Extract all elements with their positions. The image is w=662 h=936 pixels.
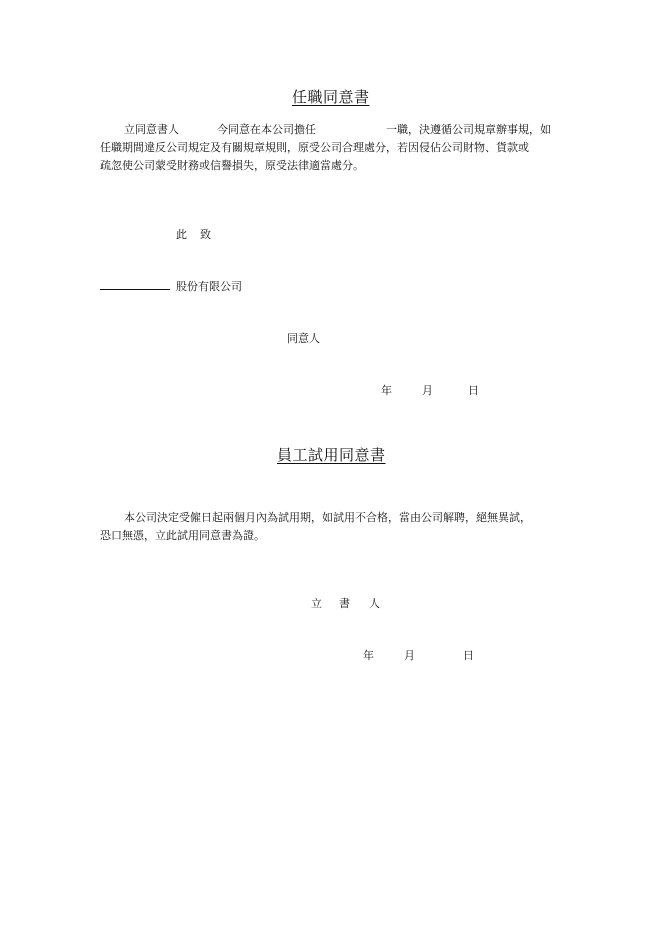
doc2-body-line1: 本公司決定受僱日起兩個月內為試用期，如試用不合格，當由公司解聘，絕無異試， bbox=[124, 511, 531, 524]
doc2-date-month: 月 bbox=[404, 649, 415, 662]
doc2-date-day: 日 bbox=[463, 649, 474, 662]
doc1-date-month: 月 bbox=[422, 384, 433, 397]
doc1-line1-rest: 一職，決遵循公司規章辦事規，如 bbox=[386, 123, 551, 136]
doc1-salutation-zhi: 致 bbox=[200, 228, 211, 241]
doc2-signer-li: 立 bbox=[311, 597, 322, 610]
doc1-signer: 同意人 bbox=[287, 332, 320, 345]
doc1-salutation-ci: 此 bbox=[176, 228, 187, 241]
doc2-signer-shu: 書 bbox=[339, 597, 350, 610]
doc1-body-line2: 任職期間違反公司規定及有關規章規則，原受公司合理處分，若因侵佔公司財物、貨款或 bbox=[100, 141, 529, 154]
doc1-title: 任職同意書 bbox=[292, 88, 370, 106]
doc2-signer-ren: 人 bbox=[369, 597, 380, 610]
doc1-body-line3: 疏忽使公司蒙受財務或信譽損失，原受法律適當處分。 bbox=[100, 159, 364, 172]
doc1-position-prefix: 今同意在本公司擔任 bbox=[217, 123, 316, 136]
doc1-company-suffix: 股份有限公司 bbox=[176, 280, 242, 293]
company-name-blank bbox=[100, 289, 170, 290]
doc1-date-year: 年 bbox=[381, 384, 392, 397]
doc1-signer-label: 立同意書人 bbox=[124, 123, 179, 136]
doc1-date-day: 日 bbox=[468, 384, 479, 397]
doc2-body-line2: 恐口無憑，立此試用同意書為證。 bbox=[100, 529, 265, 542]
doc2-title: 員工試用同意書 bbox=[277, 446, 386, 464]
doc2-date-year: 年 bbox=[363, 649, 374, 662]
